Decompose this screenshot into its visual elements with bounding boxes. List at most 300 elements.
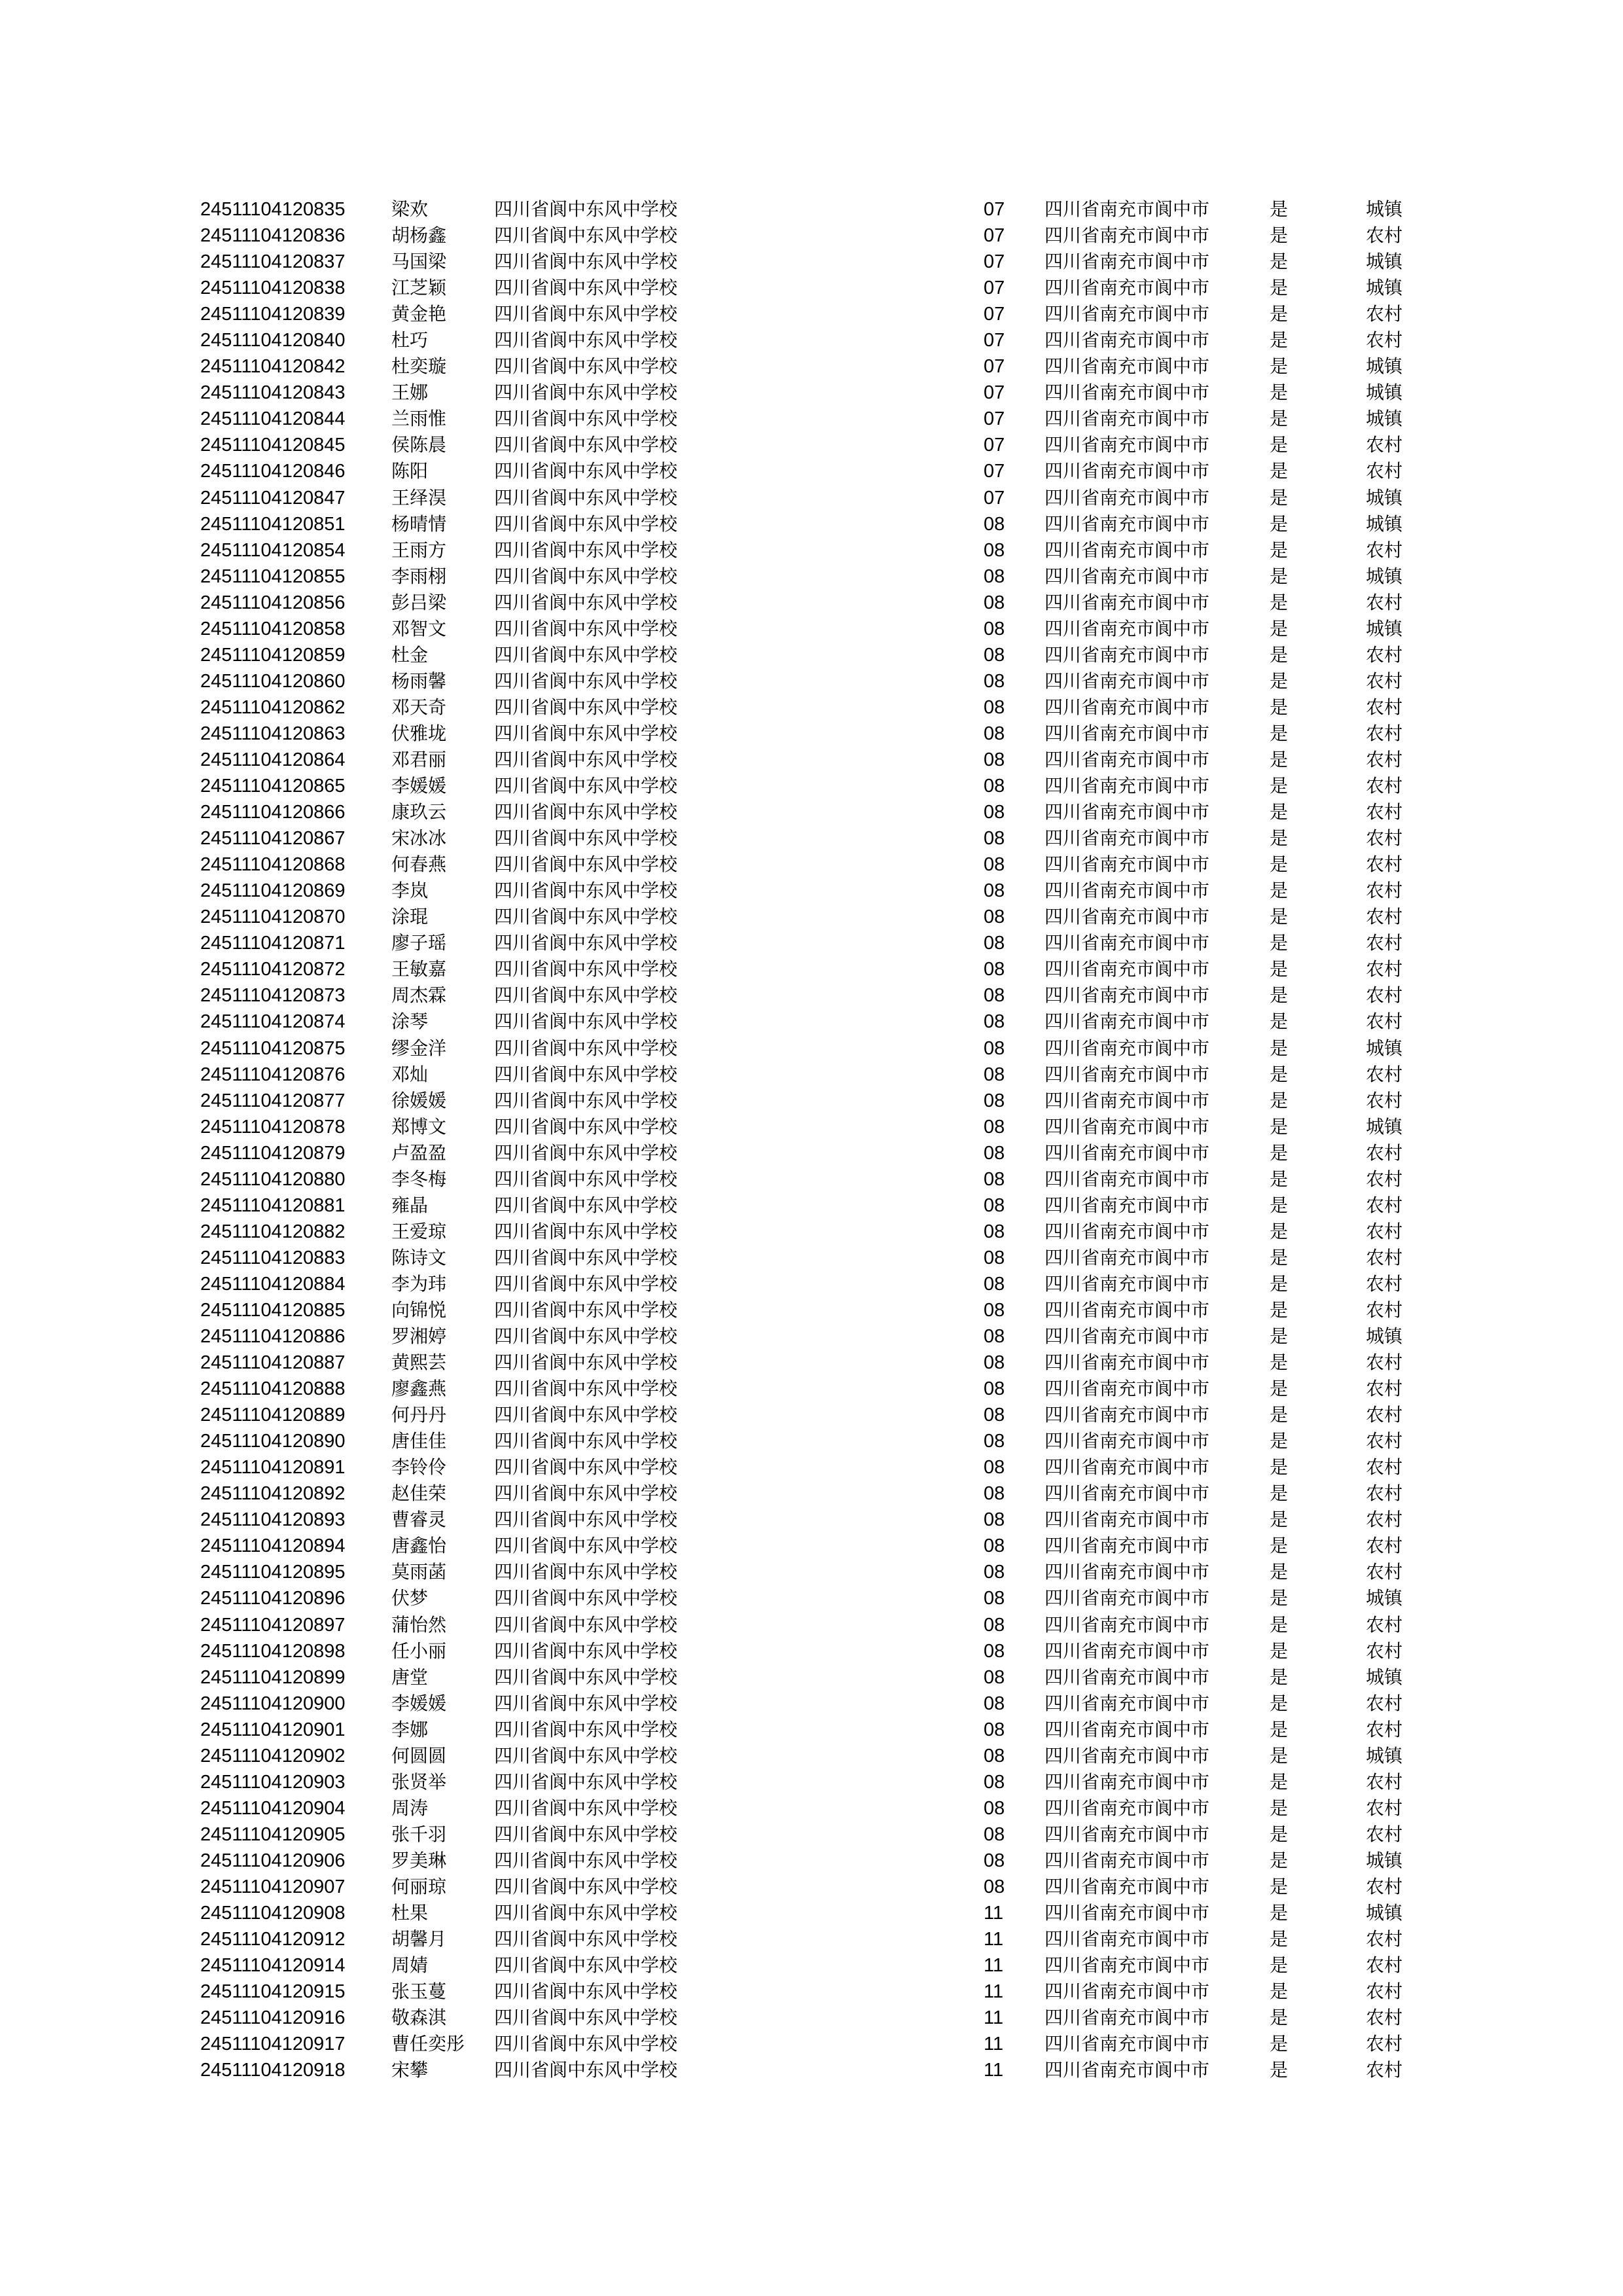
student-id-cell: 24511104120886 bbox=[200, 1326, 346, 1348]
table-row bbox=[0, 1088, 1623, 1114]
table-row bbox=[0, 1952, 1623, 1979]
school-cell: 四川省阆中东风中学校 bbox=[494, 1613, 678, 1636]
region-cell: 四川省南充市阆中市 bbox=[1044, 696, 1210, 718]
flag-cell: 是 bbox=[1270, 1482, 1289, 1505]
residence-type-cell: 农村 bbox=[1366, 1535, 1403, 1557]
student-name-cell: 罗湘婷 bbox=[391, 1325, 447, 1348]
flag-cell: 是 bbox=[1270, 1613, 1289, 1636]
class-cell: 07 bbox=[984, 356, 1005, 378]
student-id-cell: 24511104120867 bbox=[200, 828, 346, 850]
flag-cell: 是 bbox=[1270, 2007, 1289, 2029]
class-cell: 08 bbox=[984, 1405, 1005, 1426]
student-id-cell: 24511104120878 bbox=[200, 1116, 346, 1138]
flag-cell: 是 bbox=[1270, 958, 1289, 980]
student-name-cell: 唐鑫怡 bbox=[391, 1535, 447, 1557]
region-cell: 四川省南充市阆中市 bbox=[1044, 984, 1210, 1007]
table-row bbox=[0, 982, 1623, 1009]
student-name-cell: 杜果 bbox=[391, 1902, 429, 1924]
student-name-cell: 李媛媛 bbox=[391, 775, 447, 797]
school-cell: 四川省阆中东风中学校 bbox=[494, 2059, 678, 2081]
table-row bbox=[0, 1664, 1623, 1691]
region-cell: 四川省南充市阆中市 bbox=[1044, 1168, 1210, 1190]
class-cell: 08 bbox=[984, 644, 1005, 666]
student-name-cell: 徐媛媛 bbox=[391, 1089, 447, 1111]
student-id-cell: 24511104120860 bbox=[200, 670, 346, 692]
student-id-cell: 24511104120893 bbox=[200, 1509, 346, 1531]
region-cell: 四川省南充市阆中市 bbox=[1044, 1561, 1210, 1583]
student-name-cell: 雍晶 bbox=[391, 1194, 429, 1216]
school-cell: 四川省阆中东风中学校 bbox=[494, 1692, 678, 1714]
region-cell: 四川省南充市阆中市 bbox=[1044, 1456, 1210, 1479]
student-id-cell: 24511104120844 bbox=[200, 408, 346, 430]
region-cell: 四川省南充市阆中市 bbox=[1044, 2059, 1210, 2081]
flag-cell: 是 bbox=[1270, 880, 1289, 902]
table-row bbox=[0, 1612, 1623, 1638]
residence-type-cell: 城镇 bbox=[1366, 565, 1403, 587]
table-row bbox=[0, 616, 1623, 642]
table-row bbox=[0, 249, 1623, 275]
table-row bbox=[0, 2057, 1623, 2083]
student-name-cell: 罗美琳 bbox=[391, 1849, 447, 1871]
residence-type-cell: 城镇 bbox=[1366, 408, 1403, 430]
school-cell: 四川省阆中东风中学校 bbox=[494, 1587, 678, 1609]
region-cell: 四川省南充市阆中市 bbox=[1044, 1849, 1210, 1871]
region-cell: 四川省南充市阆中市 bbox=[1044, 1666, 1210, 1688]
flag-cell: 是 bbox=[1270, 906, 1289, 928]
student-id-cell: 24511104120885 bbox=[200, 1299, 346, 1321]
flag-cell: 是 bbox=[1270, 984, 1289, 1007]
table-row bbox=[0, 511, 1623, 537]
table-row bbox=[0, 1717, 1623, 1743]
school-cell: 四川省阆中东风中学校 bbox=[494, 460, 678, 482]
residence-type-cell: 农村 bbox=[1366, 932, 1403, 954]
region-cell: 四川省南充市阆中市 bbox=[1044, 1115, 1210, 1138]
region-cell: 四川省南充市阆中市 bbox=[1044, 1876, 1210, 1897]
flag-cell: 是 bbox=[1270, 1115, 1289, 1138]
table-row bbox=[0, 458, 1623, 484]
region-cell: 四川省南充市阆中市 bbox=[1044, 617, 1210, 639]
student-name-cell: 邓君丽 bbox=[391, 748, 447, 770]
flag-cell: 是 bbox=[1270, 1928, 1289, 1950]
table-row bbox=[0, 1376, 1623, 1402]
table-row bbox=[0, 590, 1623, 616]
student-id-cell: 24511104120912 bbox=[200, 1929, 346, 1950]
school-cell: 四川省阆中东风中学校 bbox=[494, 1089, 678, 1111]
region-cell: 四川省南充市阆中市 bbox=[1044, 460, 1210, 482]
table-row bbox=[0, 878, 1623, 904]
residence-type-cell: 农村 bbox=[1366, 1089, 1403, 1111]
student-id-cell: 24511104120895 bbox=[200, 1562, 346, 1583]
student-name-cell: 周涛 bbox=[391, 1797, 429, 1819]
student-id-cell: 24511104120902 bbox=[200, 1745, 346, 1767]
class-cell: 08 bbox=[984, 802, 1005, 823]
student-id-cell: 24511104120914 bbox=[200, 1955, 346, 1977]
table-row bbox=[0, 1193, 1623, 1219]
class-cell: 07 bbox=[984, 435, 1005, 456]
student-id-cell: 24511104120889 bbox=[200, 1405, 346, 1426]
flag-cell: 是 bbox=[1270, 565, 1289, 587]
class-cell: 08 bbox=[984, 670, 1005, 692]
class-cell: 08 bbox=[984, 723, 1005, 744]
region-cell: 四川省南充市阆中市 bbox=[1044, 775, 1210, 797]
student-id-cell: 24511104120868 bbox=[200, 854, 346, 876]
school-cell: 四川省阆中东风中学校 bbox=[494, 251, 678, 273]
flag-cell: 是 bbox=[1270, 434, 1289, 456]
region-cell: 四川省南充市阆中市 bbox=[1044, 1194, 1210, 1216]
flag-cell: 是 bbox=[1270, 1587, 1289, 1609]
region-cell: 四川省南充市阆中市 bbox=[1044, 2007, 1210, 2029]
region-cell: 四川省南充市阆中市 bbox=[1044, 1928, 1210, 1950]
table-row bbox=[0, 1428, 1623, 1454]
class-cell: 08 bbox=[984, 906, 1005, 928]
class-cell: 11 bbox=[984, 2060, 1004, 2081]
student-name-cell: 杨晴情 bbox=[391, 512, 447, 535]
flag-cell: 是 bbox=[1270, 1981, 1289, 2003]
residence-type-cell: 农村 bbox=[1366, 460, 1403, 482]
table-row bbox=[0, 1454, 1623, 1480]
class-cell: 08 bbox=[984, 1483, 1005, 1505]
class-cell: 07 bbox=[984, 278, 1005, 299]
class-cell: 08 bbox=[984, 1693, 1005, 1714]
school-cell: 四川省阆中东风中学校 bbox=[494, 1272, 678, 1295]
residence-type-cell: 农村 bbox=[1366, 1509, 1403, 1531]
table-row bbox=[0, 485, 1623, 511]
class-cell: 08 bbox=[984, 1614, 1005, 1636]
region-cell: 四川省南充市阆中市 bbox=[1044, 565, 1210, 587]
table-row bbox=[0, 327, 1623, 353]
class-cell: 07 bbox=[984, 304, 1005, 325]
class-cell: 08 bbox=[984, 933, 1005, 954]
school-cell: 四川省阆中东风中学校 bbox=[494, 643, 678, 666]
school-cell: 四川省阆中东风中学校 bbox=[494, 565, 678, 587]
school-cell: 四川省阆中东风中学校 bbox=[494, 303, 678, 325]
residence-type-cell: 城镇 bbox=[1366, 1744, 1403, 1767]
student-name-cell: 宋冰冰 bbox=[391, 827, 447, 850]
table-row bbox=[0, 1533, 1623, 1559]
residence-type-cell: 农村 bbox=[1366, 827, 1403, 850]
student-id-cell: 24511104120876 bbox=[200, 1064, 346, 1085]
residence-type-cell: 农村 bbox=[1366, 1220, 1403, 1242]
student-name-cell: 陈阳 bbox=[391, 460, 429, 482]
residence-type-cell: 农村 bbox=[1366, 1352, 1403, 1374]
class-cell: 08 bbox=[984, 1037, 1005, 1059]
school-cell: 四川省阆中东风中学校 bbox=[494, 1456, 678, 1479]
residence-type-cell: 城镇 bbox=[1366, 198, 1403, 220]
residence-type-cell: 农村 bbox=[1366, 880, 1403, 902]
student-id-cell: 24511104120880 bbox=[200, 1168, 346, 1190]
flag-cell: 是 bbox=[1270, 932, 1289, 954]
residence-type-cell: 农村 bbox=[1366, 853, 1403, 876]
student-name-cell: 张贤举 bbox=[391, 1770, 447, 1793]
region-cell: 四川省南充市阆中市 bbox=[1044, 748, 1210, 770]
residence-type-cell: 城镇 bbox=[1366, 1587, 1403, 1609]
region-cell: 四川省南充市阆中市 bbox=[1044, 1981, 1210, 2003]
table-row bbox=[0, 904, 1623, 930]
student-name-cell: 向锦悦 bbox=[391, 1299, 447, 1321]
school-cell: 四川省阆中东风中学校 bbox=[494, 617, 678, 639]
residence-type-cell: 农村 bbox=[1366, 1823, 1403, 1845]
school-cell: 四川省阆中东风中学校 bbox=[494, 1928, 678, 1950]
flag-cell: 是 bbox=[1270, 1037, 1289, 1059]
school-cell: 四川省阆中东风中学校 bbox=[494, 591, 678, 613]
student-id-cell: 24511104120851 bbox=[200, 513, 346, 535]
region-cell: 四川省南充市阆中市 bbox=[1044, 1272, 1210, 1295]
class-cell: 08 bbox=[984, 1064, 1005, 1085]
student-name-cell: 涂琴 bbox=[391, 1011, 429, 1033]
student-name-cell: 王敏嘉 bbox=[391, 958, 447, 980]
flag-cell: 是 bbox=[1270, 1561, 1289, 1583]
table-row bbox=[0, 825, 1623, 852]
residence-type-cell: 城镇 bbox=[1366, 251, 1403, 273]
school-cell: 四川省阆中东风中学校 bbox=[494, 984, 678, 1007]
class-cell: 08 bbox=[984, 1457, 1005, 1479]
region-cell: 四川省南充市阆中市 bbox=[1044, 1378, 1210, 1400]
school-cell: 四川省阆中东风中学校 bbox=[494, 1378, 678, 1400]
student-name-cell: 兰雨惟 bbox=[391, 408, 447, 430]
region-cell: 四川省南充市阆中市 bbox=[1044, 303, 1210, 325]
school-cell: 四川省阆中东风中学校 bbox=[494, 512, 678, 535]
student-id-cell: 24511104120904 bbox=[200, 1797, 346, 1819]
class-cell: 08 bbox=[984, 749, 1005, 770]
region-cell: 四川省南充市阆中市 bbox=[1044, 1797, 1210, 1819]
flag-cell: 是 bbox=[1270, 277, 1289, 299]
residence-type-cell: 农村 bbox=[1366, 1194, 1403, 1216]
school-cell: 四川省阆中东风中学校 bbox=[494, 1876, 678, 1897]
student-id-cell: 24511104120869 bbox=[200, 880, 346, 902]
residence-type-cell: 农村 bbox=[1366, 1613, 1403, 1636]
residence-type-cell: 农村 bbox=[1366, 696, 1403, 718]
student-id-cell: 24511104120864 bbox=[200, 749, 346, 770]
flag-cell: 是 bbox=[1270, 1640, 1289, 1662]
residence-type-cell: 农村 bbox=[1366, 1456, 1403, 1479]
class-cell: 07 bbox=[984, 461, 1005, 482]
student-name-cell: 涂琨 bbox=[391, 906, 429, 928]
residence-type-cell: 农村 bbox=[1366, 1954, 1403, 1977]
student-name-cell: 何圆圆 bbox=[391, 1744, 447, 1767]
student-name-cell: 胡馨月 bbox=[391, 1928, 447, 1950]
table-row bbox=[0, 1009, 1623, 1035]
student-id-cell: 24511104120879 bbox=[200, 1142, 346, 1164]
school-cell: 四川省阆中东风中学校 bbox=[494, 382, 678, 404]
flag-cell: 是 bbox=[1270, 1404, 1289, 1426]
table-row bbox=[0, 1691, 1623, 1717]
class-cell: 07 bbox=[984, 382, 1005, 404]
flag-cell: 是 bbox=[1270, 1246, 1289, 1268]
table-row bbox=[0, 747, 1623, 773]
flag-cell: 是 bbox=[1270, 460, 1289, 482]
region-cell: 四川省南充市阆中市 bbox=[1044, 1823, 1210, 1845]
flag-cell: 是 bbox=[1270, 1325, 1289, 1348]
class-cell: 08 bbox=[984, 1588, 1005, 1609]
table-row bbox=[0, 1350, 1623, 1376]
student-id-cell: 24511104120900 bbox=[200, 1693, 346, 1714]
region-cell: 四川省南充市阆中市 bbox=[1044, 198, 1210, 220]
flag-cell: 是 bbox=[1270, 617, 1289, 639]
region-cell: 四川省南充市阆中市 bbox=[1044, 880, 1210, 902]
flag-cell: 是 bbox=[1270, 1063, 1289, 1085]
student-id-cell: 24511104120854 bbox=[200, 539, 346, 561]
flag-cell: 是 bbox=[1270, 1902, 1289, 1924]
school-cell: 四川省阆中东风中学校 bbox=[494, 1115, 678, 1138]
student-id-cell: 24511104120858 bbox=[200, 618, 346, 639]
school-cell: 四川省阆中东风中学校 bbox=[494, 1640, 678, 1662]
region-cell: 四川省南充市阆中市 bbox=[1044, 329, 1210, 351]
school-cell: 四川省阆中东风中学校 bbox=[494, 722, 678, 744]
residence-type-cell: 农村 bbox=[1366, 775, 1403, 797]
region-cell: 四川省南充市阆中市 bbox=[1044, 1063, 1210, 1085]
school-cell: 四川省阆中东风中学校 bbox=[494, 1063, 678, 1085]
residence-type-cell: 农村 bbox=[1366, 434, 1403, 456]
class-cell: 08 bbox=[984, 985, 1005, 1007]
region-cell: 四川省南充市阆中市 bbox=[1044, 1509, 1210, 1531]
table-row bbox=[0, 1638, 1623, 1664]
class-cell: 11 bbox=[984, 2034, 1004, 2055]
flag-cell: 是 bbox=[1270, 748, 1289, 770]
region-cell: 四川省南充市阆中市 bbox=[1044, 722, 1210, 744]
residence-type-cell: 农村 bbox=[1366, 1718, 1403, 1740]
school-cell: 四川省阆中东风中学校 bbox=[494, 1718, 678, 1740]
student-name-cell: 蒲怡然 bbox=[391, 1613, 447, 1636]
school-cell: 四川省阆中东风中学校 bbox=[494, 2033, 678, 2055]
region-cell: 四川省南充市阆中市 bbox=[1044, 2033, 1210, 2055]
residence-type-cell: 农村 bbox=[1366, 1561, 1403, 1583]
student-id-cell: 24511104120856 bbox=[200, 592, 346, 613]
residence-type-cell: 农村 bbox=[1366, 224, 1403, 247]
student-name-cell: 王爱琼 bbox=[391, 1220, 447, 1242]
residence-type-cell: 城镇 bbox=[1366, 617, 1403, 639]
table-row bbox=[0, 1559, 1623, 1585]
student-id-cell: 24511104120842 bbox=[200, 356, 346, 378]
table-row bbox=[0, 1821, 1623, 1848]
flag-cell: 是 bbox=[1270, 2059, 1289, 2081]
residence-type-cell: 城镇 bbox=[1366, 355, 1403, 378]
table-row bbox=[0, 1874, 1623, 1900]
table-row bbox=[0, 799, 1623, 825]
flag-cell: 是 bbox=[1270, 486, 1289, 509]
student-name-cell: 李岚 bbox=[391, 880, 429, 902]
school-cell: 四川省阆中东风中学校 bbox=[494, 329, 678, 351]
student-name-cell: 郑博文 bbox=[391, 1115, 447, 1138]
class-cell: 08 bbox=[984, 1326, 1005, 1348]
residence-type-cell: 城镇 bbox=[1366, 382, 1403, 404]
region-cell: 四川省南充市阆中市 bbox=[1044, 539, 1210, 561]
region-cell: 四川省南充市阆中市 bbox=[1044, 853, 1210, 876]
school-cell: 四川省阆中东风中学校 bbox=[494, 1797, 678, 1819]
student-name-cell: 李冬梅 bbox=[391, 1168, 447, 1190]
student-name-cell: 张千羽 bbox=[391, 1823, 447, 1845]
school-cell: 四川省阆中东风中学校 bbox=[494, 408, 678, 430]
student-name-cell: 伏梦 bbox=[391, 1587, 429, 1609]
student-id-cell: 24511104120846 bbox=[200, 461, 346, 482]
region-cell: 四川省南充市阆中市 bbox=[1044, 591, 1210, 613]
class-cell: 08 bbox=[984, 592, 1005, 613]
student-name-cell: 彭吕梁 bbox=[391, 591, 447, 613]
school-cell: 四川省阆中东风中学校 bbox=[494, 1194, 678, 1216]
student-id-cell: 24511104120918 bbox=[200, 2060, 346, 2081]
class-cell: 08 bbox=[984, 513, 1005, 535]
flag-cell: 是 bbox=[1270, 539, 1289, 561]
residence-type-cell: 农村 bbox=[1366, 303, 1403, 325]
school-cell: 四川省阆中东风中学校 bbox=[494, 1981, 678, 2003]
class-cell: 07 bbox=[984, 330, 1005, 351]
flag-cell: 是 bbox=[1270, 355, 1289, 378]
school-cell: 四川省阆中东风中学校 bbox=[494, 932, 678, 954]
roster-table bbox=[0, 196, 1623, 2083]
flag-cell: 是 bbox=[1270, 303, 1289, 325]
school-cell: 四川省阆中东风中学校 bbox=[494, 1430, 678, 1452]
school-cell: 四川省阆中东风中学校 bbox=[494, 1141, 678, 1164]
student-id-cell: 24511104120875 bbox=[200, 1037, 346, 1059]
region-cell: 四川省南充市阆中市 bbox=[1044, 1770, 1210, 1793]
class-cell: 08 bbox=[984, 618, 1005, 639]
student-name-cell: 李媛媛 bbox=[391, 1692, 447, 1714]
student-id-cell: 24511104120882 bbox=[200, 1221, 346, 1242]
class-cell: 08 bbox=[984, 1850, 1005, 1871]
flag-cell: 是 bbox=[1270, 1141, 1289, 1164]
class-cell: 08 bbox=[984, 1797, 1005, 1819]
residence-type-cell: 城镇 bbox=[1366, 1325, 1403, 1348]
school-cell: 四川省阆中东风中学校 bbox=[494, 1037, 678, 1059]
flag-cell: 是 bbox=[1270, 1954, 1289, 1977]
school-cell: 四川省阆中东风中学校 bbox=[494, 801, 678, 823]
class-cell: 08 bbox=[984, 854, 1005, 876]
student-name-cell: 杜奕璇 bbox=[391, 355, 447, 378]
table-row bbox=[0, 1585, 1623, 1611]
table-row bbox=[0, 537, 1623, 564]
flag-cell: 是 bbox=[1270, 1194, 1289, 1216]
flag-cell: 是 bbox=[1270, 224, 1289, 247]
class-cell: 08 bbox=[984, 1221, 1005, 1242]
school-cell: 四川省阆中东风中学校 bbox=[494, 277, 678, 299]
region-cell: 四川省南充市阆中市 bbox=[1044, 382, 1210, 404]
region-cell: 四川省南充市阆中市 bbox=[1044, 512, 1210, 535]
class-cell: 08 bbox=[984, 1194, 1005, 1216]
flag-cell: 是 bbox=[1270, 827, 1289, 850]
class-cell: 08 bbox=[984, 1116, 1005, 1138]
student-name-cell: 黄熙芸 bbox=[391, 1352, 447, 1374]
region-cell: 四川省南充市阆中市 bbox=[1044, 1037, 1210, 1059]
table-row bbox=[0, 642, 1623, 668]
residence-type-cell: 农村 bbox=[1366, 906, 1403, 928]
residence-type-cell: 农村 bbox=[1366, 1378, 1403, 1400]
school-cell: 四川省阆中东风中学校 bbox=[494, 1482, 678, 1505]
region-cell: 四川省南充市阆中市 bbox=[1044, 486, 1210, 509]
table-row bbox=[0, 668, 1623, 694]
flag-cell: 是 bbox=[1270, 1430, 1289, 1452]
residence-type-cell: 城镇 bbox=[1366, 277, 1403, 299]
student-name-cell: 梁欢 bbox=[391, 198, 429, 220]
class-cell: 08 bbox=[984, 1011, 1005, 1033]
student-id-cell: 24511104120905 bbox=[200, 1823, 346, 1845]
residence-type-cell: 农村 bbox=[1366, 1272, 1403, 1295]
residence-type-cell: 农村 bbox=[1366, 591, 1403, 613]
student-id-cell: 24511104120908 bbox=[200, 1903, 346, 1924]
student-id-cell: 24511104120874 bbox=[200, 1011, 346, 1033]
table-row bbox=[0, 353, 1623, 380]
school-cell: 四川省阆中东风中学校 bbox=[494, 224, 678, 247]
table-row bbox=[0, 773, 1623, 799]
region-cell: 四川省南充市阆中市 bbox=[1044, 1404, 1210, 1426]
residence-type-cell: 农村 bbox=[1366, 1299, 1403, 1321]
student-name-cell: 赵佳荣 bbox=[391, 1482, 447, 1505]
region-cell: 四川省南充市阆中市 bbox=[1044, 408, 1210, 430]
student-id-cell: 24511104120897 bbox=[200, 1614, 346, 1636]
residence-type-cell: 农村 bbox=[1366, 748, 1403, 770]
class-cell: 08 bbox=[984, 1640, 1005, 1662]
table-row bbox=[0, 1166, 1623, 1193]
class-cell: 08 bbox=[984, 1431, 1005, 1452]
table-row bbox=[0, 1795, 1623, 1821]
